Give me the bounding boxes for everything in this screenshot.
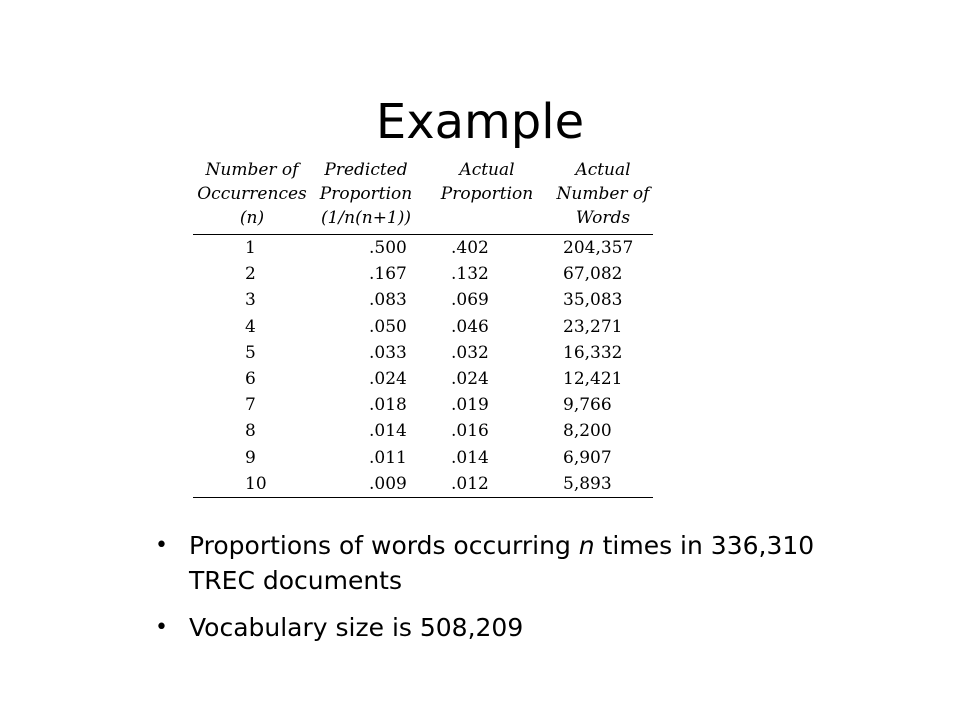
cell-actual-proportion: .069	[451, 290, 489, 311]
header-predicted-proportion: Predicted Proportion (1/n(n+1))	[311, 158, 421, 235]
cell-n: 2	[245, 264, 256, 285]
cell-actual-words: 204,357	[563, 238, 634, 258]
table-row	[193, 392, 653, 418]
bullet-text-part1: Proportions of words occurring	[189, 531, 579, 560]
cell-n: 3	[245, 290, 256, 311]
cell-predicted: .500	[369, 238, 407, 258]
table-row	[193, 235, 653, 262]
cell-predicted: .014	[369, 421, 407, 442]
cell-n: 5	[245, 342, 256, 363]
bullet-text-italic-n: n	[578, 531, 595, 560]
table-body	[193, 235, 653, 498]
bullet-list	[155, 528, 875, 657]
cell-n: 7	[245, 395, 256, 416]
cell-actual-words: 35,083	[563, 290, 623, 311]
cell-actual-words: 16,332	[563, 342, 623, 363]
cell-predicted: .011	[369, 447, 407, 468]
table-row	[193, 471, 653, 498]
cell-n: 4	[245, 316, 256, 337]
table-row	[193, 261, 653, 287]
cell-predicted: .009	[311, 471, 421, 498]
bullet-dot-icon: •	[155, 615, 168, 640]
cell-predicted: .033	[369, 342, 407, 363]
cell-actual-proportion: .019	[451, 395, 489, 416]
table-row	[193, 340, 653, 366]
table-row	[193, 445, 653, 471]
cell-actual-words: 9,766	[563, 395, 612, 416]
header-number-of-occurrences: Number of Occurrences (n)	[193, 158, 311, 235]
cell-actual-proportion: .014	[451, 447, 489, 468]
header-actual-number-of-words: Actual Number of Words	[553, 158, 653, 235]
table-header-row	[193, 158, 653, 235]
cell-actual-words: 6,907	[563, 447, 612, 468]
bullet-dot-icon: •	[155, 533, 168, 558]
bullet-text-vocabulary: Vocabulary size is 508,209	[189, 613, 524, 642]
table-row	[193, 287, 653, 313]
table-row	[193, 366, 653, 392]
bullet-text-part2: times in 336,310 TREC documents	[189, 531, 815, 595]
cell-predicted: .050	[369, 316, 407, 337]
cell-actual-words: 23,271	[563, 316, 623, 337]
cell-n: 6	[245, 369, 256, 390]
header-actual-proportion: Actual Proportion	[421, 158, 553, 235]
cell-predicted: .167	[369, 264, 407, 285]
cell-actual-words: 67,082	[563, 264, 623, 285]
cell-actual-proportion: .016	[451, 421, 489, 442]
occurrence-table	[193, 158, 653, 498]
cell-actual-proportion: .012	[421, 471, 553, 498]
cell-predicted: .083	[369, 290, 407, 311]
cell-actual-proportion: .402	[451, 238, 489, 258]
occurrence-table-container	[193, 158, 653, 498]
cell-actual-words: 12,421	[563, 369, 623, 390]
table-row	[193, 314, 653, 340]
cell-actual-proportion: .024	[451, 369, 489, 390]
slide-title: Example	[375, 94, 585, 151]
cell-n: 9	[245, 447, 256, 468]
cell-actual-proportion: .132	[451, 264, 489, 285]
table-row	[193, 418, 653, 444]
cell-actual-proportion: .032	[451, 342, 489, 363]
cell-actual-proportion: .046	[451, 316, 489, 337]
bullet-item-vocabulary	[155, 610, 875, 645]
bullet-item-proportions	[155, 528, 875, 598]
cell-predicted: .018	[369, 395, 407, 416]
cell-actual-words: 5,893	[553, 471, 653, 498]
cell-predicted: .024	[369, 369, 407, 390]
cell-n: 8	[245, 421, 256, 442]
cell-n: 10	[193, 471, 311, 498]
cell-actual-words: 8,200	[563, 421, 612, 442]
cell-n: 1	[245, 238, 256, 258]
